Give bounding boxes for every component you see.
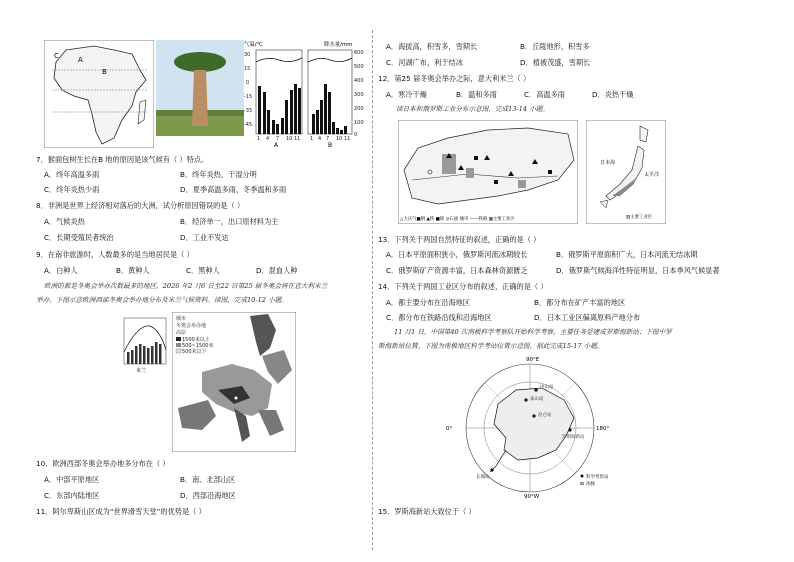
q13-option-c[interactable]: C．俄罗斯矿产资源丰富，日本森林资源匮乏: [386, 266, 528, 275]
tick: 400: [354, 78, 364, 84]
polar-top-label: 90°E: [526, 357, 540, 363]
q11-option-c[interactable]: C．河湖广布，利于结冰: [386, 58, 463, 67]
tick: 200: [354, 106, 364, 112]
q10-option-c[interactable]: C．东部内陆地区: [44, 491, 100, 500]
station-kunlun: 昆仑站: [538, 413, 552, 418]
milan-climate-chart: [120, 312, 170, 374]
q13-option-a[interactable]: A．日本平原面积狭小，俄罗斯河流冰期较长: [386, 250, 528, 259]
label-c: C: [54, 52, 59, 60]
station-ross-sea: 罗斯海新站: [562, 435, 585, 440]
tick: 15: [244, 66, 251, 72]
question-8: 8．非洲是世界上经济相对落后的大洲，试分析原因错误的是（ ）: [36, 201, 245, 210]
month: 4: [318, 136, 322, 142]
chart-a-label: A: [274, 142, 279, 148]
japan-industry-map: [586, 120, 666, 224]
question-9: 9．在南非旅游时，人数最多的是当地居民是（ ）: [36, 250, 194, 259]
month: 10: [286, 136, 293, 142]
q14-option-a[interactable]: A．都主要分布在沿海地区: [386, 298, 470, 307]
legend-olympic-site: 冬奥会举办地: [176, 323, 207, 329]
legend-elev-mid: 500~1500米: [182, 343, 214, 349]
legend-plateau: 高原: [176, 330, 187, 336]
column-divider: [372, 30, 373, 550]
tick: -35: [244, 108, 253, 114]
q8-option-b[interactable]: B．经济单一，出口原材料为主: [180, 217, 279, 226]
station-taishan: 泰山站: [530, 397, 544, 402]
q13-option-d[interactable]: D．俄罗斯气候海洋性特征明显，日本季风气候显著: [556, 266, 720, 275]
q10-option-d[interactable]: D．西部沿海地区: [180, 491, 236, 500]
tick: 500: [354, 64, 364, 70]
month: 7: [276, 136, 280, 142]
month: 11: [294, 136, 301, 142]
africa-map: [44, 40, 154, 148]
question-7: 7．猴面包树生长在B 地的原因是该气候有（ ）特点。: [36, 155, 209, 164]
q8-option-d[interactable]: D．工业不发达: [180, 233, 229, 242]
q14-option-c[interactable]: C．都分布在铁路沿线和沿海地区: [386, 313, 492, 322]
label-a: A: [78, 56, 83, 64]
q11-option-d[interactable]: D．植被茂盛，雪期长: [520, 58, 591, 67]
legend-station: 科学考察站: [586, 475, 609, 480]
japan-map-legend: ▥主要工业区: [626, 215, 653, 220]
q7-option-b[interactable]: B．终年炎热，干湿分明: [180, 170, 257, 179]
question-14: 14．下列关于两国工业区分布的叙述，正确的是（ ）: [378, 282, 548, 291]
tick: 0: [246, 80, 250, 86]
q8-option-c[interactable]: C．长期受殖民者统治: [44, 233, 114, 242]
polar-bottom-label: 90°W: [524, 494, 540, 500]
question-15: 15．罗斯海新站大致位于（ ）: [378, 507, 476, 516]
q9-option-d[interactable]: D．混血人种: [256, 266, 298, 275]
chart-a-ylabel: 气温/℃: [244, 42, 263, 48]
q7-option-c[interactable]: C．终年炎热少雨: [44, 185, 100, 194]
question-10: 10．欧洲西部冬奥会举办地多分布在（ ）: [36, 459, 170, 468]
passage-15-17-line1: 11 月1 日，中国第40 次南极科学考察队开始科学考察，主要任务是建成罗斯海新站；下图中罗: [394, 328, 672, 336]
milan-label: 米兰: [136, 368, 147, 374]
q10-option-a[interactable]: A．中部平原地区: [44, 475, 100, 484]
q9-option-a[interactable]: A．白种人: [44, 266, 78, 275]
passage-13-14: 读日本和俄罗斯工业分布示意图，完成13-14 小题。: [396, 105, 549, 113]
sea-of-japan-label: 日本海: [600, 160, 616, 166]
question-12: 12．第25 届冬奥会举办之际，意大利米兰（ ）: [378, 74, 531, 83]
russia-map-legend: △大庆气■钢 ▲铁 ■煤 ◎石油 城市 ——铁路 ▦主要工业区: [400, 217, 515, 222]
q11-option-a[interactable]: A．海拔高，积雪多，雪期长: [386, 42, 478, 51]
tick: -15: [244, 94, 253, 100]
q12-option-a[interactable]: A．寒冷干燥: [386, 90, 427, 99]
polar-right-label: 180°: [596, 426, 610, 432]
q13-option-b[interactable]: B．俄罗斯平原面积广大，日本河流无结冰期: [556, 250, 698, 259]
q7-option-a[interactable]: A．终年高温多雨: [44, 170, 100, 179]
q8-option-a[interactable]: A．气候炎热: [44, 217, 85, 226]
month: 11: [344, 136, 351, 142]
legend-elev-high: 1500米以上: [182, 337, 210, 343]
tick: 300: [354, 92, 364, 98]
month: 4: [266, 136, 270, 142]
russia-industry-map: [398, 120, 578, 224]
legend-city: 城市: [176, 316, 187, 322]
month: 1: [257, 136, 261, 142]
passage-10-12-line1: 欧洲的都是冬奥会举办次数最多的地区，2026 年2 月6 日至22 日第25 届冬奥会将在意大利米兰: [44, 282, 328, 290]
antarctica-polar-map: [446, 354, 616, 500]
month: 1: [310, 136, 314, 142]
climate-chart-b: [306, 40, 368, 148]
legend-ice: 冰脉: [586, 482, 595, 487]
month: 10: [336, 136, 343, 142]
q9-option-c[interactable]: C．黑种人: [186, 266, 220, 275]
q14-option-b[interactable]: B．都分布在矿产丰富的地区: [534, 298, 626, 307]
tick: -45: [244, 122, 253, 128]
q10-option-b[interactable]: B．南、北部山区: [180, 475, 236, 484]
station-zhongshan: 中山站: [540, 385, 554, 390]
question-13: 13．下列关于两国自然特征的叙述，正确的是（ ）: [378, 235, 541, 244]
q7-option-d[interactable]: D．夏季高温多雨，冬季温和多雨: [180, 185, 287, 194]
label-b: B: [102, 68, 107, 76]
chart-b-label: B: [328, 142, 333, 148]
europe-map: [172, 312, 296, 452]
climate-chart-a: [244, 40, 306, 148]
q11-option-b[interactable]: B．丘陵地形，积雪多: [520, 42, 590, 51]
month: 7: [326, 136, 330, 142]
tick: 30: [244, 52, 251, 58]
passage-10-12-line2: 举办。下图示意欧洲西部冬奥会举办地分布及米兰气候资料。读图，完成10-12 小题。: [36, 296, 288, 304]
q14-option-d[interactable]: D．日本工业区偏离原料产地分布: [534, 313, 641, 322]
q12-option-b[interactable]: B．温和多雨: [456, 90, 497, 99]
q12-option-d[interactable]: D．炎热干燥: [592, 90, 634, 99]
tick: 0: [354, 132, 358, 138]
pacific-ocean-label: 太平洋: [644, 172, 660, 178]
station-great-wall: 长城站: [476, 475, 490, 480]
tick: 100: [354, 120, 364, 126]
passage-15-17-line2: 斯海新站位置。下图为南极地区科学考站位置示意图。据此完成15-17 小题。: [378, 342, 604, 350]
chart-b-ylabel: 降水量/mm: [324, 42, 353, 48]
polar-left-label: 0°: [446, 426, 453, 432]
question-11: 11．阿尔卑斯山区成为“世界滑雪天堂”的优势是（ ）: [36, 507, 206, 516]
q9-option-b[interactable]: B．黄种人: [116, 266, 150, 275]
tick: 600: [354, 50, 364, 56]
q12-option-c[interactable]: C．高温多雨: [524, 90, 565, 99]
baobab-photo: [156, 40, 244, 136]
legend-elev-low: 500米以下: [182, 349, 207, 355]
